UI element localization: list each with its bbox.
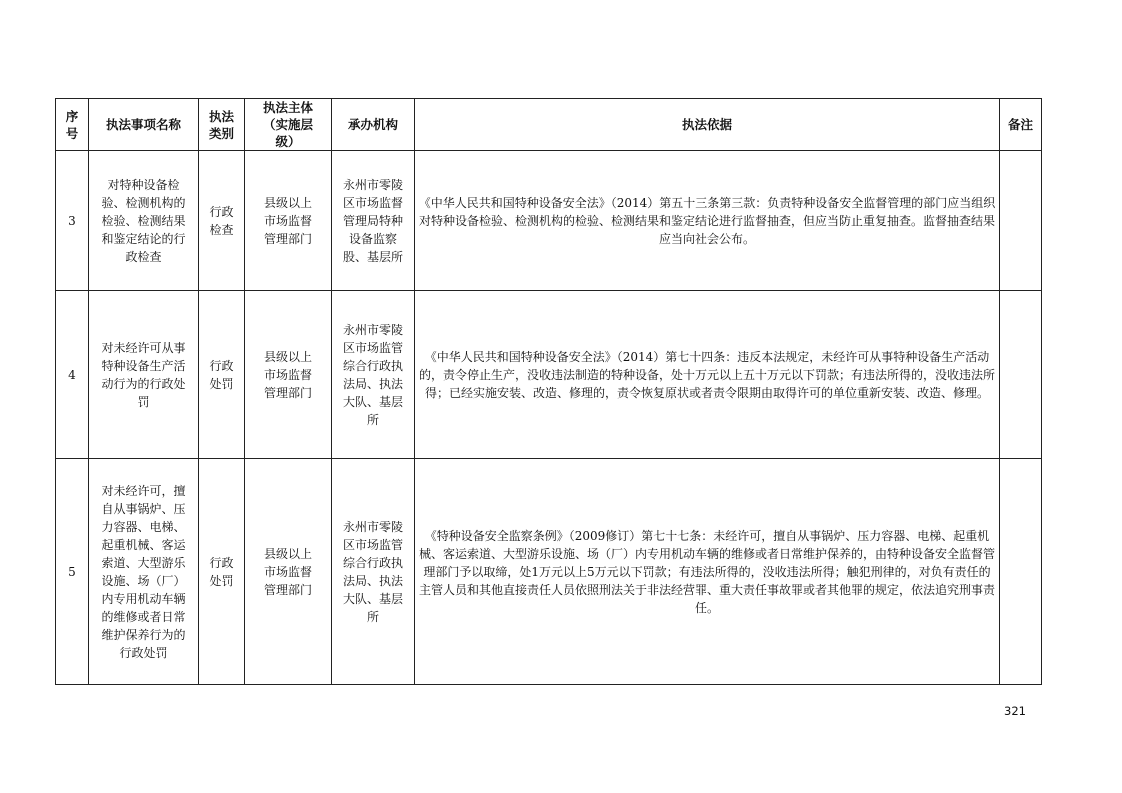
row-subject: 县级以上市场监督管理部门 [245, 459, 332, 685]
row-category: 行政处罚 [199, 459, 245, 685]
row-org: 永州市零陵区市场监管综合行政执法局、执法大队、基层所 [332, 291, 415, 459]
row-item-name: 对未经许可，擅自从事锅炉、压力容器、电梯、起重机械、客运索道、大型游乐设施、场（厂）内专用机动车辆的维修或者日常维护保养行为的行政处罚 [89, 459, 199, 685]
row-basis: 《中华人民共和国特种设备安全法》（2014）第七十四条：违反本法规定，未经许可从事特种设备生产活动的，责令停止生产，没收违法制造的特种设备，处十万元以上五十万元以下罚款；有违法所得的，没收违法所得；已经实施安装、改造、修理的，责令恢复原状或者责令限期由取得许可的单位重新安装、改造、修理。 [415, 291, 1000, 459]
row-org: 永州市零陵区市场监管综合行政执法局、执法大队、基层所 [332, 459, 415, 685]
row-item-name: 对特种设备检验、检测机构的检验、检测结果和鉴定结论的行政检查 [89, 151, 199, 291]
row-basis: 《中华人民共和国特种设备安全法》（2014）第五十三条第三款：负责特种设备安全监督管理的部门应当组织对特种设备检验、检测机构的检验、检测结果和鉴定结论进行监督抽查，但应当防止重复抽查。监督抽查结果应当向社会公布。 [415, 151, 1000, 291]
header-basis: 执法依据 [415, 99, 1000, 151]
table-row [56, 459, 1042, 685]
table-row [56, 151, 1042, 291]
row-basis: 《特种设备安全监察条例》（2009修订）第七十七条：未经许可，擅自从事锅炉、压力容器、电梯、起重机械、客运索道、大型游乐设施、场（厂）内专用机动车辆的维修或者日常维护保养的，由特种设备安全监督管理部门予以取缔，处1万元以上5万元以下罚款；有违法所得的，没收违法所得；触犯刑律的，对负有责任的主管人员和其他直接责任人员依照刑法关于非法经营罪、重大责任事故罪或者其他罪的规定，依法追究刑事责任。 [415, 459, 1000, 685]
row-remark [1000, 459, 1042, 685]
enforcement-table [55, 98, 1042, 685]
row-subject: 县级以上市场监督管理部门 [245, 151, 332, 291]
header-seq: 序号 [56, 99, 89, 151]
row-category: 行政处罚 [199, 291, 245, 459]
header-org: 承办机构 [332, 99, 415, 151]
row-seq: 5 [56, 459, 89, 685]
row-item-name: 对未经许可从事特种设备生产活动行为的行政处罚 [89, 291, 199, 459]
header-remark: 备注 [1000, 99, 1042, 151]
row-remark [1000, 291, 1042, 459]
row-seq: 3 [56, 151, 89, 291]
page-number: 321 [1004, 704, 1026, 718]
header-subject: 执法主体（实施层级） [245, 99, 332, 151]
table-header-row [56, 99, 1042, 151]
row-subject: 县级以上市场监督管理部门 [245, 291, 332, 459]
row-remark [1000, 151, 1042, 291]
row-org: 永州市零陵区市场监督管理局特种设备监察股、基层所 [332, 151, 415, 291]
header-category: 执法类别 [199, 99, 245, 151]
row-seq: 4 [56, 291, 89, 459]
table-row [56, 291, 1042, 459]
row-category: 行政检查 [199, 151, 245, 291]
header-name: 执法事项名称 [89, 99, 199, 151]
